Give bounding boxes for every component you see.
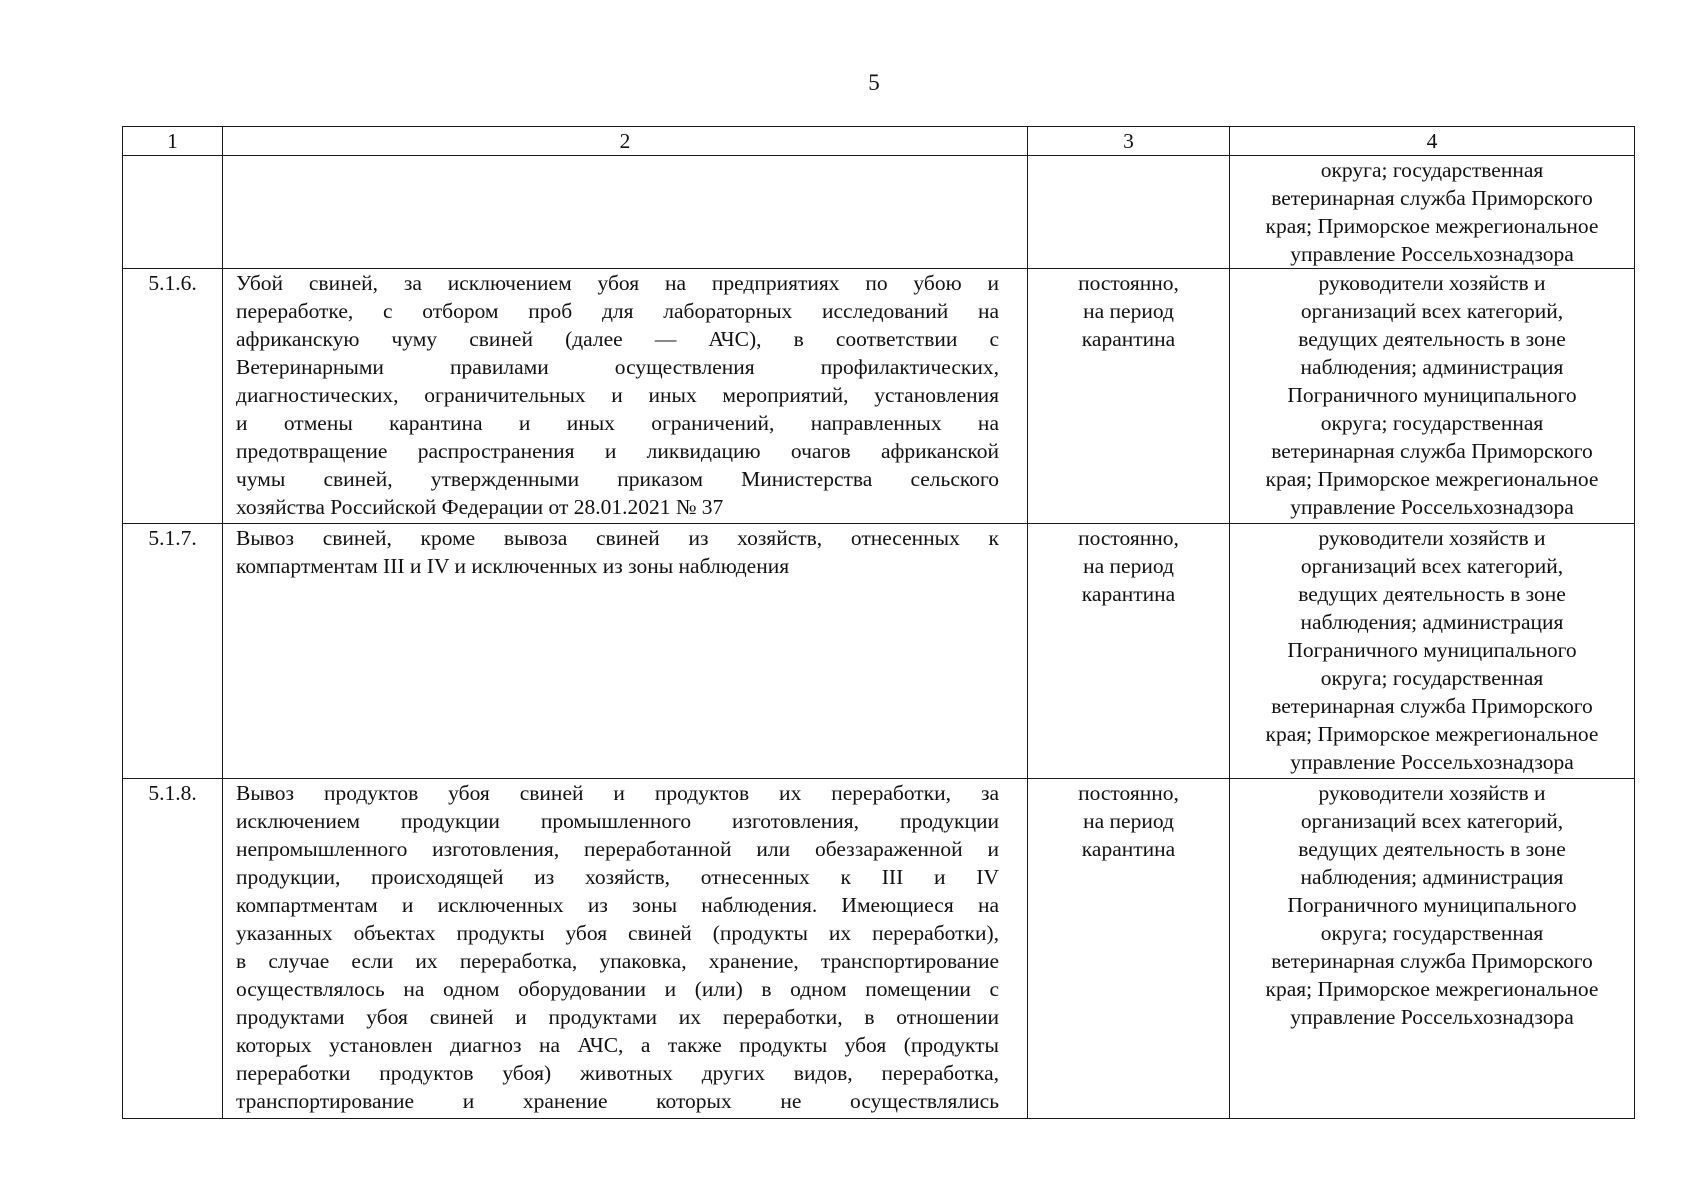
text-line: Вывоз свиней, кроме вывоза свиней из хозяйств, отнесенных к bbox=[236, 526, 999, 550]
responsible-line: ветеринарная служба Приморского bbox=[1271, 694, 1593, 718]
responsible-line: руководители хозяйств и bbox=[1318, 781, 1546, 805]
row-responsible bbox=[1230, 779, 1635, 1119]
row-number: 5.1.7. bbox=[123, 524, 223, 779]
text-line: в случае если их переработка, упаковка, хранение, транспортирование bbox=[236, 949, 999, 973]
responsible-line: края; Приморское межрегиональное bbox=[1265, 722, 1599, 746]
responsible-line: ведущих деятельность в зоне bbox=[1298, 837, 1566, 861]
term-line: на период bbox=[1083, 554, 1174, 578]
term-line: карантина bbox=[1081, 327, 1176, 351]
responsible-line: организаций всех категорий, bbox=[1300, 809, 1564, 833]
row-measure-text bbox=[223, 524, 1028, 779]
row-responsible bbox=[1230, 524, 1635, 779]
responsible-line: края; Приморское межрегиональное bbox=[1265, 467, 1599, 491]
row-number: 5.1.6. bbox=[123, 269, 223, 524]
page-number: 5 bbox=[868, 70, 880, 95]
responsible-line: руководители хозяйств и bbox=[1318, 271, 1546, 295]
responsible-line: края; Приморское межрегиональное bbox=[1265, 977, 1599, 1001]
column-header-2: 2 bbox=[223, 127, 1028, 156]
table-row-5-1-6 bbox=[123, 269, 1635, 524]
responsible-line: управление Россельхознадзора bbox=[1290, 495, 1574, 519]
row-term bbox=[1028, 524, 1230, 779]
term-line: карантина bbox=[1081, 837, 1176, 861]
responsible-line: руководители хозяйств и bbox=[1318, 526, 1546, 550]
table-header-row bbox=[123, 127, 1635, 156]
responsible-line: ветеринарная служба Приморского bbox=[1271, 439, 1593, 463]
responsible-line: Пограничного муниципального bbox=[1287, 638, 1577, 662]
responsible-line: ветеринарная служба Приморского bbox=[1271, 186, 1593, 210]
text-line: предотвращение распространения и ликвидацию очагов африканской bbox=[236, 439, 999, 463]
responsible-line: округа; государственная bbox=[1320, 411, 1544, 435]
responsible-line: управление Россельхознадзора bbox=[1290, 1005, 1574, 1029]
term-line: на период bbox=[1083, 809, 1174, 833]
column-header-4: 4 bbox=[1230, 127, 1635, 156]
text-line: Убой свиней, за исключением убоя на предприятиях по убою и bbox=[236, 271, 999, 295]
column-header-1: 1 bbox=[123, 127, 223, 156]
row-measure-text bbox=[223, 779, 1028, 1119]
term-line: постоянно, bbox=[1078, 271, 1179, 295]
term-line: постоянно, bbox=[1078, 781, 1179, 805]
responsible-line: ветеринарная служба Приморского bbox=[1271, 949, 1593, 973]
responsible-line: края; Приморское межрегиональное bbox=[1265, 214, 1599, 238]
measures-table bbox=[122, 126, 1635, 1119]
responsible-line: округа; государственная bbox=[1320, 921, 1544, 945]
continuation-row bbox=[123, 156, 1635, 269]
text-line: которых установлен диагноз на АЧС, а также продукты убоя (продукты bbox=[236, 1033, 999, 1057]
text-line: осуществлялось на одном оборудовании и (или) в одном помещении с bbox=[236, 977, 999, 1001]
text-line: транспортирование и хранение которых не осуществлялись bbox=[236, 1089, 999, 1113]
continuation-responsible-cell bbox=[1230, 156, 1635, 269]
responsible-line: округа; государственная bbox=[1320, 666, 1544, 690]
responsible-line: Пограничного муниципального bbox=[1287, 383, 1577, 407]
text-line: исключением продукции промышленного изготовления, продукции bbox=[236, 809, 999, 833]
text-line: переработки продуктов убоя) животных других видов, переработка, bbox=[236, 1061, 999, 1085]
text-line: указанных объектах продукты убоя свиней (продукты их переработки), bbox=[236, 921, 999, 945]
term-line: на период bbox=[1083, 299, 1174, 323]
term-line: карантина bbox=[1081, 582, 1176, 606]
row-responsible bbox=[1230, 269, 1635, 524]
text-line: продукции, происходящей из хозяйств, отнесенных к III и IV bbox=[236, 865, 999, 889]
text-line: непромышленного изготовления, переработанной или обеззараженной и bbox=[236, 837, 999, 861]
responsible-line: организаций всех категорий, bbox=[1300, 554, 1564, 578]
text-line: африканскую чуму свиней (далее — АЧС), в соответствии с bbox=[236, 327, 999, 351]
responsible-line: управление Россельхознадзора bbox=[1290, 242, 1574, 266]
row-term bbox=[1028, 269, 1230, 524]
responsible-line: наблюдения; администрация bbox=[1300, 355, 1564, 379]
row-term bbox=[1028, 779, 1230, 1119]
responsible-line: ведущих деятельность в зоне bbox=[1298, 327, 1566, 351]
text-line: компартментам и исключенных из зоны наблюдения. Имеющиеся на bbox=[236, 893, 999, 917]
column-header-3: 3 bbox=[1028, 127, 1230, 156]
text-line: Вывоз продуктов убоя свиней и продуктов их переработки, за bbox=[236, 781, 999, 805]
row-number: 5.1.8. bbox=[123, 779, 223, 1119]
table-row-5-1-8 bbox=[123, 779, 1635, 1119]
continuation-term-cell bbox=[1028, 156, 1230, 269]
text-line: переработке, с отбором проб для лабораторных исследований на bbox=[236, 299, 999, 323]
responsible-line: организаций всех категорий, bbox=[1300, 299, 1564, 323]
responsible-line: управление Россельхознадзора bbox=[1290, 750, 1574, 774]
text-line: компартментам III и IV и исключенных из зоны наблюдения bbox=[236, 554, 790, 578]
responsible-line: Пограничного муниципального bbox=[1287, 893, 1577, 917]
responsible-line: наблюдения; администрация bbox=[1300, 610, 1564, 634]
term-line: постоянно, bbox=[1078, 526, 1179, 550]
text-line: и отмены карантина и иных ограничений, направленных на bbox=[236, 411, 999, 435]
text-line: диагностических, ограничительных и иных мероприятий, установления bbox=[236, 383, 999, 407]
table-row-5-1-7 bbox=[123, 524, 1635, 779]
continuation-text-cell bbox=[223, 156, 1028, 269]
row-measure-text bbox=[223, 269, 1028, 524]
text-line: хозяйства Российской Федерации от 28.01.2021 № 37 bbox=[236, 495, 724, 519]
text-line: продуктами убоя свиней и продуктами их переработки, в отношении bbox=[236, 1005, 999, 1029]
responsible-line: округа; государственная bbox=[1320, 158, 1544, 182]
text-line: Ветеринарными правилами осуществления профилактических, bbox=[236, 355, 999, 379]
text-line: чумы свиней, утвержденными приказом Министерства сельского bbox=[236, 467, 999, 491]
responsible-line: наблюдения; администрация bbox=[1300, 865, 1564, 889]
continuation-number-cell bbox=[123, 156, 223, 269]
responsible-line: ведущих деятельность в зоне bbox=[1298, 582, 1566, 606]
